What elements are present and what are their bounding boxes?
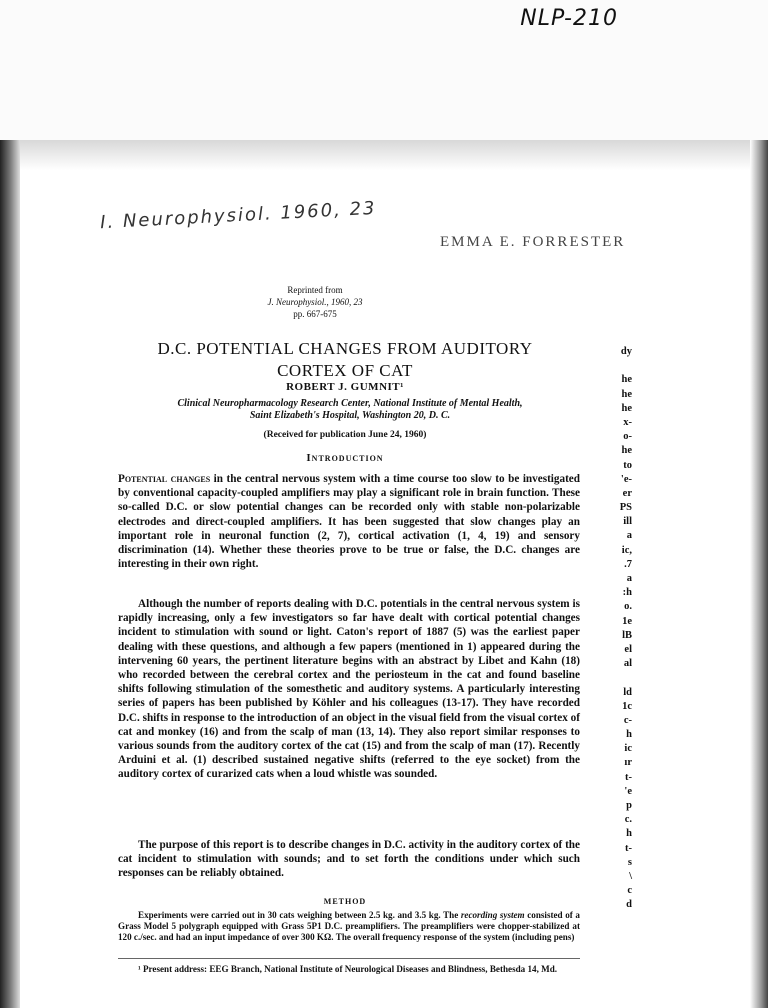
margin-handwriting: I. Neurophysiol. 1960, 23	[99, 197, 377, 234]
reprint-line: pp. 667-675	[293, 309, 337, 319]
facing-page-fragment: t-	[625, 842, 632, 854]
facing-page-fragment	[592, 359, 632, 373]
facing-page-fragment: ic,	[621, 544, 632, 556]
method-text: consisted of a Grass Model 5 polygraph equipped with Grass 5P1 D.C. preamplifiers. The preamplifiers were chopper-stabilized at 120 c./sec. and had an input impedance of over 300 KΩ. The overall frequency response of the system (including pens)	[118, 910, 580, 943]
paragraph-text: in the central nervous system with a time course too slow to be investigated by conventional capacity-coupled amplifiers may play a significant role in brain function. These so-called D.C. or slow potential changes can be recorded only with stable non-polarizable electrodes and direct-coupled amplifiers. It has been suggested that slow changes play an important role in neuronal function (2, 7), cortical activation (1, 4, 19) and sensory discrimination (14). Whether these theories prove to be true or false, the D.C. changes are interesting in their own right.	[118, 473, 580, 571]
affiliation-line: Saint Elizabeth's Hospital, Washington 20, D. C.	[249, 410, 451, 421]
facing-page-fragment: he	[621, 374, 632, 386]
facing-page-fragment: c.	[624, 814, 632, 826]
facing-page-fragment: :h	[622, 587, 632, 599]
affiliation-line: Clinical Neuropharmacology Research Center, National Institute of Mental Health,	[177, 398, 523, 409]
method-text: Experiments were carried out in 30 cats weighing between 2.5 kg. and 3.5 kg. The	[138, 910, 459, 920]
section-heading-introduction: Introduction	[306, 452, 384, 464]
reprint-line: Reprinted from	[287, 285, 343, 295]
left-binding-edge	[0, 140, 20, 1008]
facing-page-fragment: to	[623, 459, 632, 471]
facing-page-fragment: ill	[623, 516, 632, 528]
facing-page-fragment: he	[621, 388, 632, 400]
facing-page-fragment: a	[626, 530, 632, 542]
facing-page-fragment: dy	[620, 346, 632, 357]
paragraph-text: The purpose of this report is to describe changes in D.C. activity in the auditory cortex of the cat incident to stimulation with sounds; and to set forth the conditions under which such responses can be reliably obtained.	[118, 839, 580, 880]
facing-page-fragment: h	[626, 729, 632, 741]
facing-page-fragments	[592, 345, 632, 913]
facing-page-fragment: p	[626, 800, 632, 811]
facing-page-fragment: ır	[624, 757, 632, 769]
facing-page-fragment: o-	[623, 431, 632, 443]
facing-page-fragment: s	[627, 856, 632, 868]
affiliation	[120, 398, 580, 422]
paragraph-2	[118, 597, 580, 782]
facing-page-fragment: \	[629, 870, 632, 882]
method-emphasis: recording system	[460, 910, 525, 920]
right-page-edge	[750, 140, 768, 1008]
paragraph-1	[118, 472, 580, 571]
paragraph-3	[118, 838, 580, 881]
facing-page-fragment: o.	[624, 601, 632, 613]
facing-page-fragment: he	[621, 445, 632, 457]
facing-page-fragment: c	[627, 885, 632, 897]
facing-page-fragment: 'e	[624, 785, 632, 797]
facing-page-fragment: x-	[623, 416, 632, 428]
title-line: D.C. POTENTIAL CHANGES FROM AUDITORY	[157, 339, 533, 358]
reprint-notice	[250, 284, 380, 320]
facing-page-fragment: he	[621, 402, 632, 414]
reprint-line: J. Neurophysiol., 1960, 23	[267, 297, 363, 307]
facing-page-fragment: 1c	[622, 700, 632, 712]
facing-page-fragment: PS	[619, 502, 632, 514]
paper-title	[110, 338, 580, 382]
scan-background-top	[0, 0, 768, 140]
facing-page-fragment: 'e-	[620, 473, 632, 485]
scan-label: NLP-210	[520, 6, 618, 31]
facing-page-fragment: lB	[622, 629, 632, 641]
library-stamp: EMMA E. FORRESTER	[440, 234, 626, 250]
facing-page-fragment: h	[626, 828, 632, 840]
facing-page-fragment: el	[624, 643, 632, 655]
footnote-divider	[118, 958, 580, 959]
facing-page-fragment: d	[626, 899, 632, 911]
received-date: (Received for publication June 24, 1960)	[263, 430, 427, 440]
title-line: CORTEX OF CAT	[277, 361, 413, 380]
author: ROBERT J. GUMNIT¹	[286, 381, 404, 393]
facing-page-fragment: er	[622, 487, 632, 499]
footnote: ¹ Present address: EEG Branch, National Institute of Neurological Diseases and Blindness, Bethesda 14, Md.	[138, 964, 558, 974]
facing-page-fragment: c-	[623, 714, 632, 726]
facing-page-fragment: a	[626, 573, 632, 584]
facing-page-fragment: .7	[624, 558, 632, 570]
facing-page-fragment: t-	[625, 771, 632, 783]
facing-page-fragment	[592, 671, 632, 685]
facing-page-fragment: ic	[624, 743, 632, 755]
method-paragraph	[118, 910, 580, 944]
facing-page-fragment: ld	[623, 686, 632, 698]
section-heading-method: METHOD	[323, 897, 367, 906]
facing-page-fragment: 1e	[622, 615, 632, 627]
paragraph-lead: Potential changes	[118, 473, 211, 485]
paragraph-text: Although the number of reports dealing with D.C. potentials in the central nervous system is rapidly increasing, only a few investigators so far have dealt with cortical potential changes incident to stimulation with sound or light. Caton's report of 1887 (5) was the earliest paper dealing with these questions, and although a few papers (mentioned in 1) appeared during the intervening 60 years, the pertinent literature begins with an abstract by Libet and Kahn (18) who recorded between the cerebral cortex and the periosteum in the cat and found baseline shifts following stimulation of the somesthetic and auditory systems. A particularly interesting series of papers has been published by Köhler and his colleagues (13-17). They have recorded D.C. shifts in response to the introduction of an object in the visual field from the visual cortex of cat and monkey (16) and from the scalp of man (13, 14). They also report similar responses to various sounds from the auditory cortex of the cat (15) and from the scalp of man (17). Recently Arduini et al. (1) described sustained negative shifts (referred to the eye socket) from the auditory cortex of curarized cats when a loud whistle was sounded.	[118, 598, 580, 781]
facing-page-fragment: al	[623, 658, 632, 670]
